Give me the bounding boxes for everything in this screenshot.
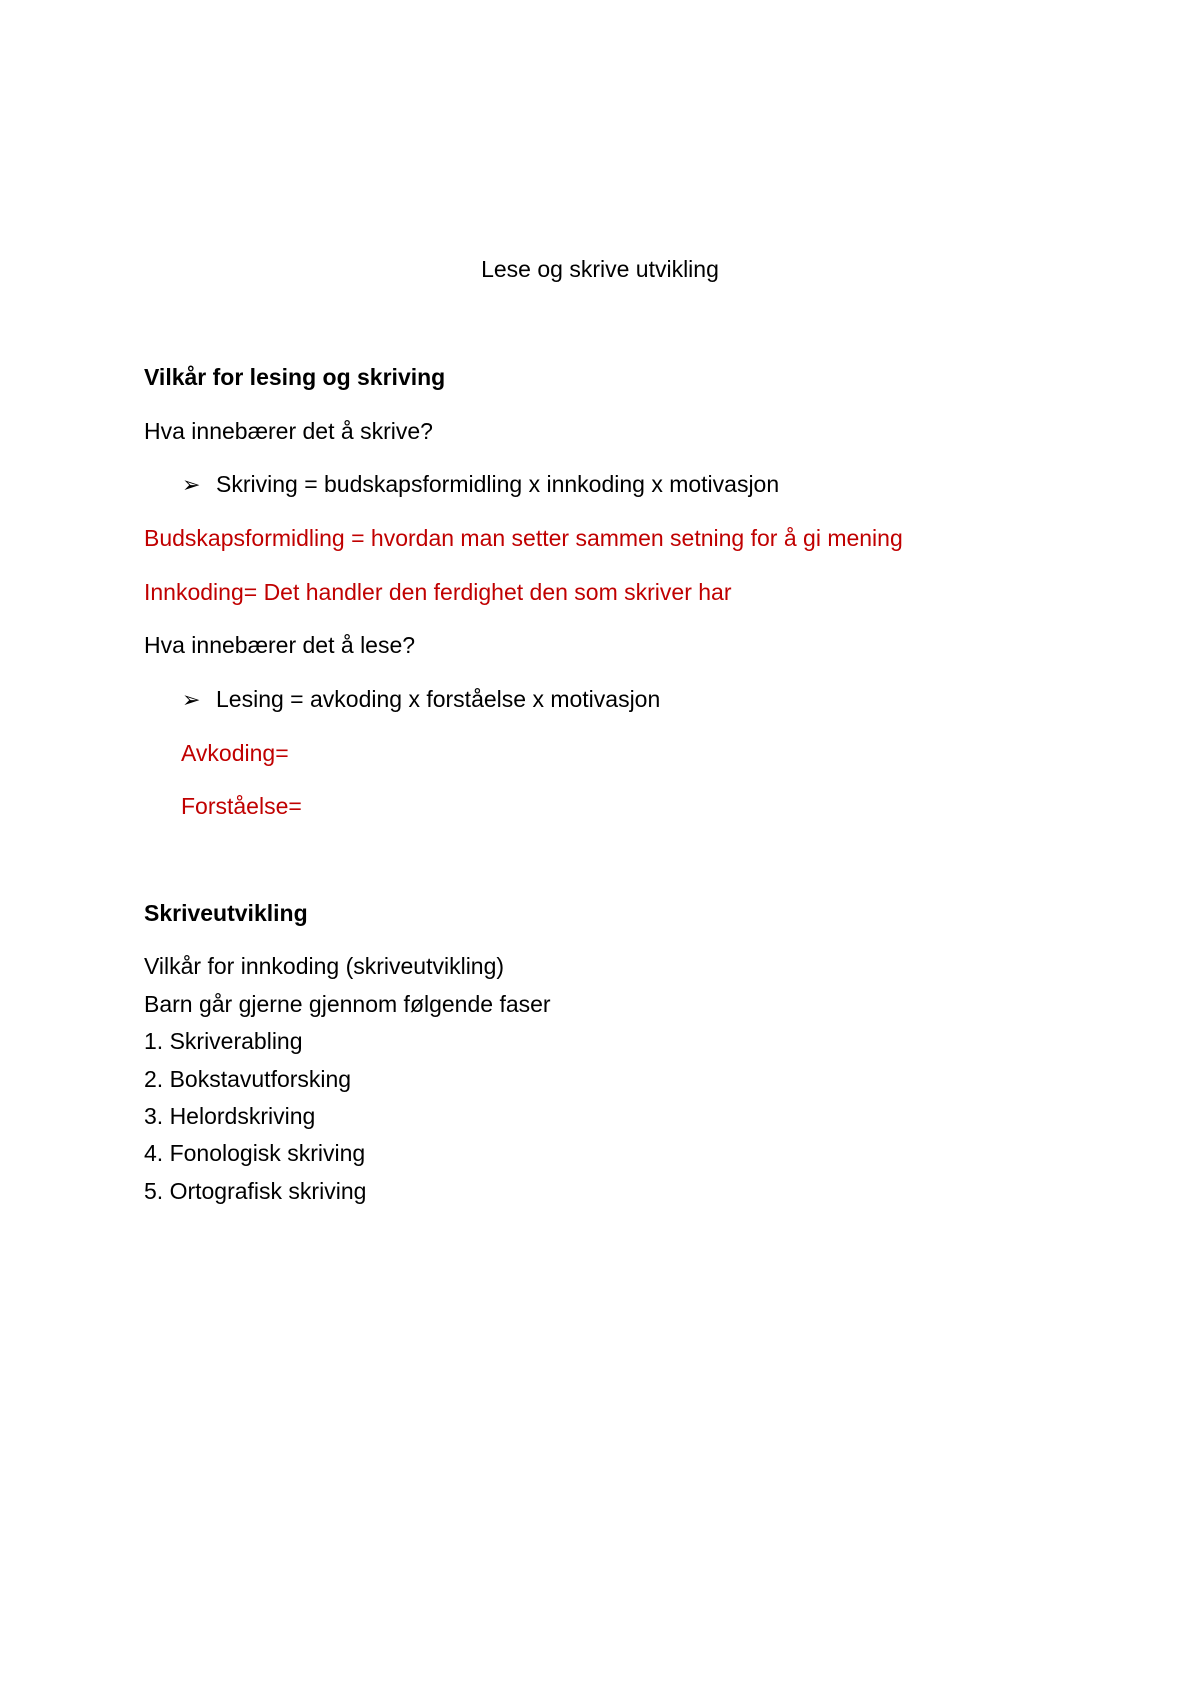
list-item: 4. Fonologisk skriving: [144, 1140, 366, 1166]
section-heading-vilkar: Vilkår for lesing og skriving: [144, 364, 446, 390]
question-read: Hva innebærer det å lese?: [144, 632, 416, 658]
list-item: 5. Ortografisk skriving: [144, 1178, 367, 1204]
list-item: 2. Bokstavutforsking: [144, 1066, 352, 1092]
text-vilkar-innkoding: Vilkår for innkoding (skriveutvikling): [144, 953, 505, 979]
bullet-write: [182, 469, 779, 500]
arrow-bullet-icon: ➢: [182, 472, 201, 497]
question-write: Hva innebærer det å skrive?: [144, 418, 433, 444]
arrow-bullet-icon: ➢: [182, 687, 201, 712]
section-heading-skriveutvikling: Skriveutvikling: [144, 900, 308, 926]
definition-forstaelse: Forståelse=: [181, 793, 302, 819]
bullet-write-text: Skriving = budskapsformidling x innkoding x motivasjon: [216, 471, 780, 497]
text-barn-faser: Barn går gjerne gjennom følgende faser: [144, 991, 551, 1017]
document-title: Lese og skrive utvikling: [481, 256, 719, 282]
definition-budskapsformidling: Budskapsformidling = hvordan man setter sammen setning for å gi mening: [144, 525, 903, 551]
list-item: 3. Helordskriving: [144, 1103, 316, 1129]
list-item: 1. Skriverabling: [144, 1028, 303, 1054]
bullet-read: [182, 684, 660, 715]
bullet-read-text: Lesing = avkoding x forståelse x motivasjon: [216, 686, 661, 712]
definition-avkoding: Avkoding=: [181, 740, 289, 766]
definition-innkoding: Innkoding= Det handler den ferdighet den som skriver har: [144, 579, 732, 605]
